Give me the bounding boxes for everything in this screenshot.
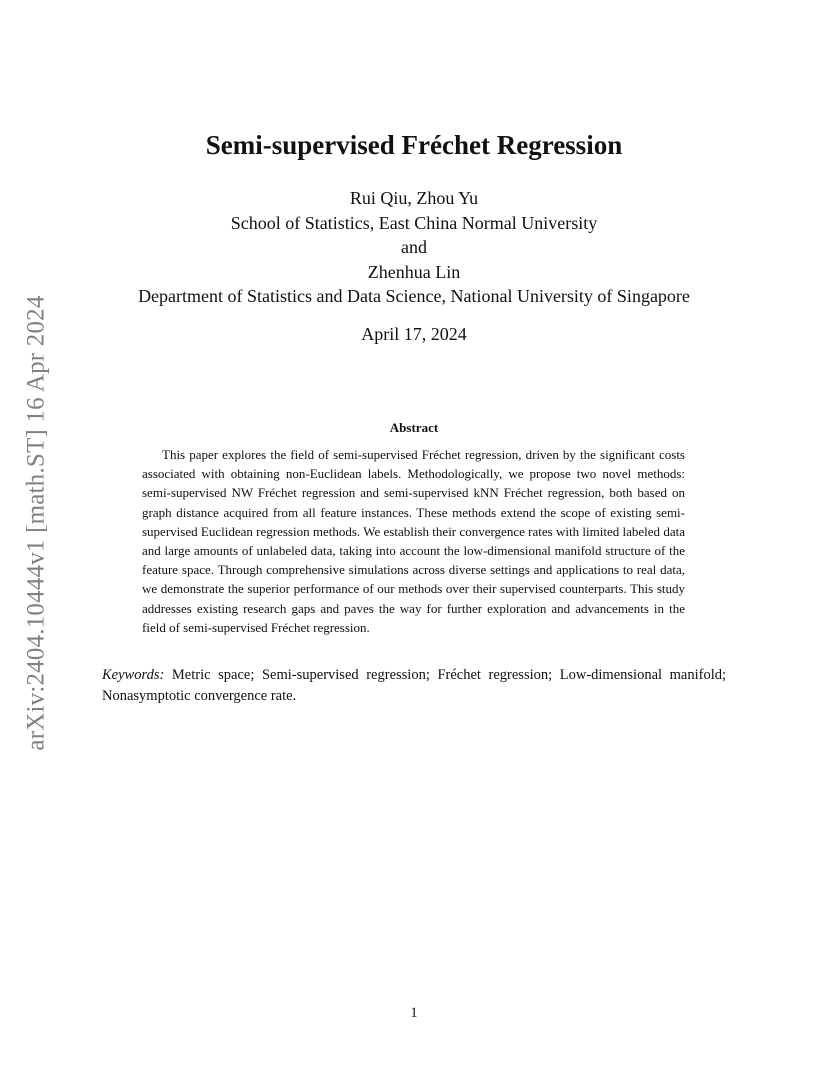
paper-date: April 17, 2024 — [361, 324, 467, 344]
abstract-body: This paper explores the field of semi-supervised Fréchet regression, driven by the significant costs associated with obtaining non-Euclidean labels. Methodologically, we propose two novel methods: semi-supervised NW Fréchet regression and semi-supervised kNN Fréchet regression, both based on graph distance acquired from all feature instances. These methods extend the scope of existing semi-supervised Euclidean regression methods. We establish their convergence rates with limited labeled data and large amounts of unlabeled data, taking into account the low-dimensional manifold structure of the feature space. Through comprehensive simulations across diverse settings and applications to real data, we demonstrate the superior performance of our methods over their supervised counterparts. This study addresses existing research gaps and paves the way for further exploration and advancements in the field of semi-supervised Fréchet regression. — [142, 447, 685, 635]
arxiv-identifier-stamp — [23, 272, 51, 774]
author-affiliation-group-2: Department of Statistics and Data Science, National University of Singapore — [138, 286, 690, 306]
keywords-text: Metric space; Semi-supervised regression; Fréchet regression; Low-dimensional manifold; Nonasymptotic convergence rate. — [102, 667, 727, 704]
author-conjunction: and — [401, 237, 427, 257]
keywords-label: Keywords: — [102, 667, 165, 683]
author-names-group-1: Rui Qiu, Zhou Yu — [349, 188, 479, 208]
paper-title: Semi-supervised Fréchet Regression — [205, 130, 623, 160]
keywords-paragraph — [102, 665, 726, 707]
author-affiliation-group-1: School of Statistics, East China Normal University — [230, 212, 598, 233]
author-names-group-2: Zhenhua Lin — [367, 261, 461, 282]
abstract-heading: Abstract — [389, 420, 439, 435]
author-block — [0, 186, 828, 309]
page-number: 1 — [410, 1005, 418, 1021]
arxiv-identifier-text: arXiv:2404.10444v1 [math.ST] 16 Apr 2024 — [23, 295, 50, 751]
